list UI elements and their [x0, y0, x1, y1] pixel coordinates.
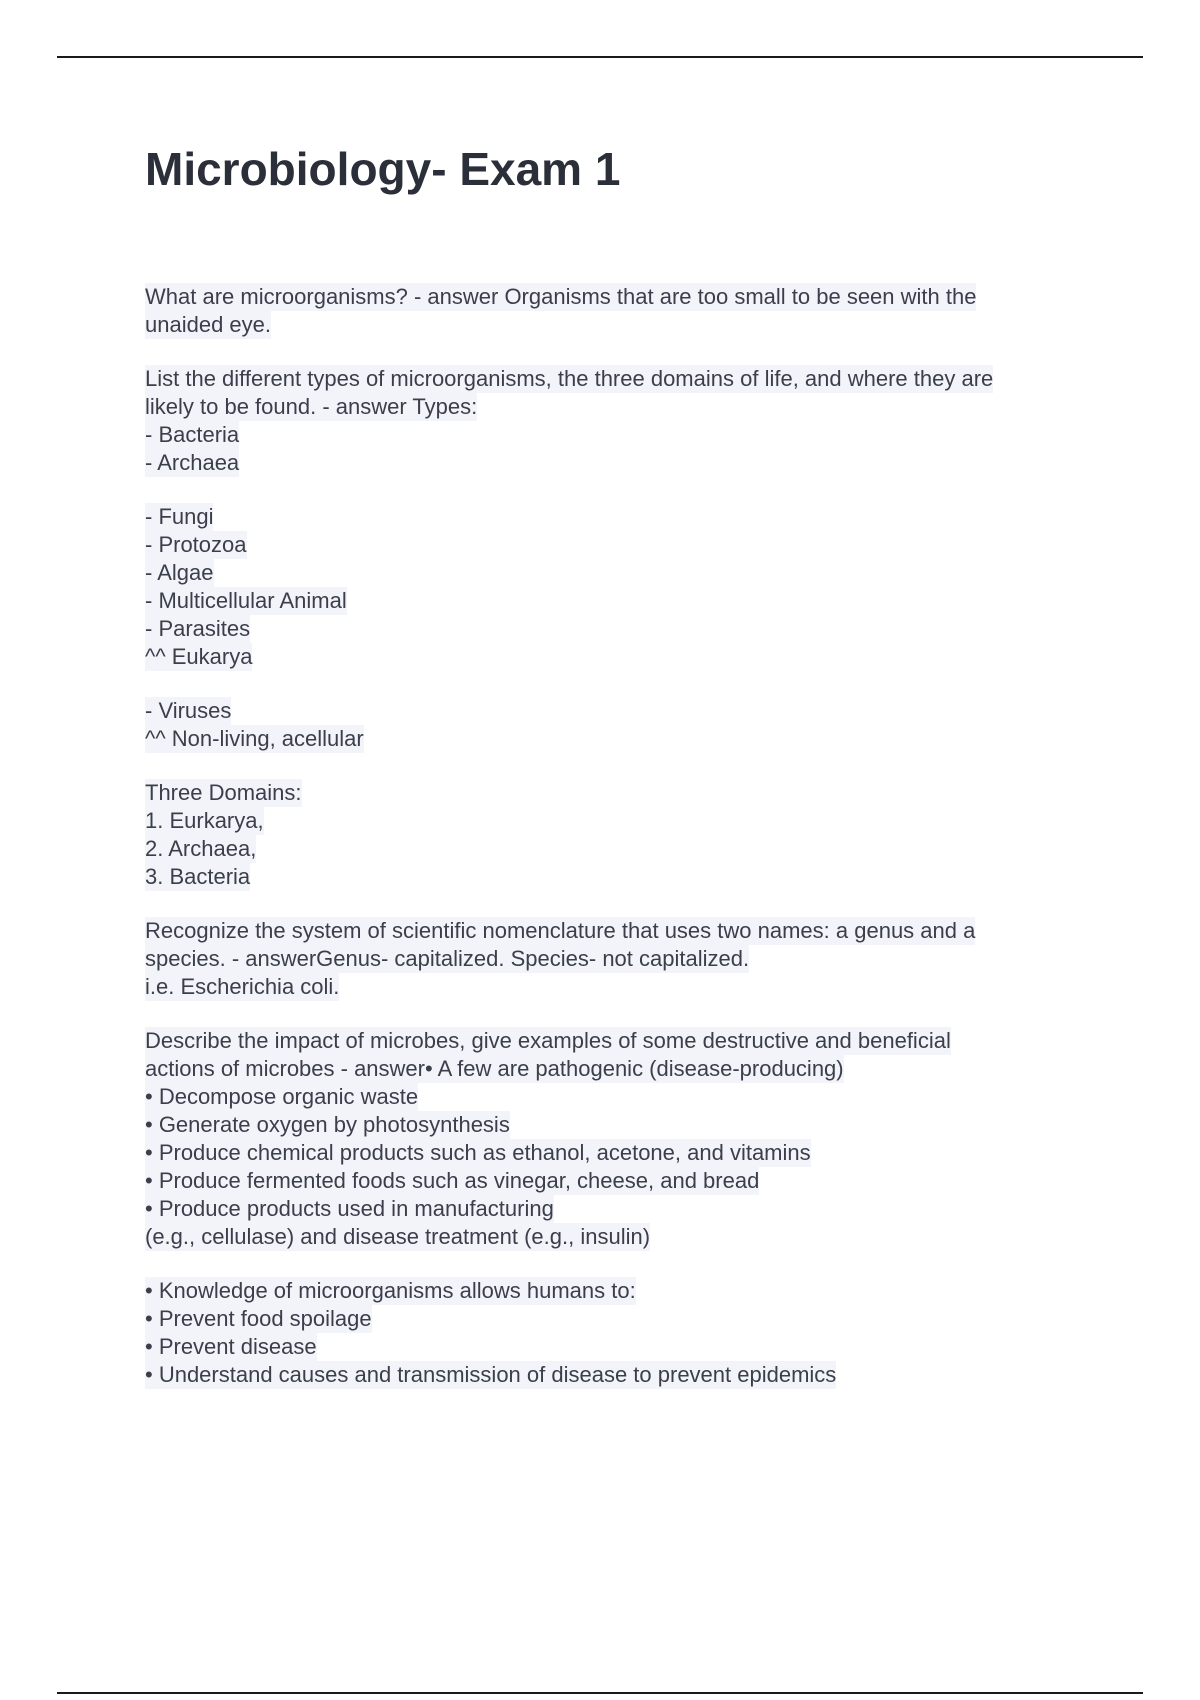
text-line: • Produce chemical products such as ethanol, acetone, and vitamins [145, 1140, 811, 1165]
text-line: • Prevent disease [145, 1334, 317, 1359]
text-line: species. - answerGenus- capitalized. Species- not capitalized. [145, 946, 750, 971]
top-rule [57, 56, 1143, 58]
bottom-rule [57, 1692, 1143, 1694]
text-line: actions of microbes - answer• A few are pathogenic (disease-producing) [145, 1056, 844, 1081]
text-line: i.e. Escherichia coli. [145, 974, 340, 999]
qa-paragraph [145, 283, 1085, 339]
text-line: Three Domains: [145, 780, 302, 805]
text-line: What are microorganisms? - answer Organisms that are too small to be seen with the [145, 284, 977, 309]
text-line: - Parasites [145, 616, 251, 641]
text-line: (e.g., cellulase) and disease treatment (e.g., insulin) [145, 1224, 651, 1249]
text-line: • Decompose organic waste [145, 1084, 419, 1109]
text-line: List the different types of microorganisms, the three domains of life, and where they are [145, 366, 994, 391]
text-line: 3. Bacteria [145, 864, 251, 889]
text-line: - Bacteria [145, 422, 240, 447]
text-line: • Produce products used in manufacturing [145, 1196, 554, 1221]
text-line: - Multicellular Animal [145, 588, 347, 613]
qa-paragraph [145, 365, 1085, 477]
qa-paragraph [145, 1277, 1085, 1389]
qa-paragraph [145, 697, 1085, 753]
document-body [145, 283, 1085, 1415]
text-line: • Knowledge of microorganisms allows humans to: [145, 1278, 636, 1303]
text-line: Describe the impact of microbes, give examples of some destructive and beneficial [145, 1028, 951, 1053]
qa-paragraph [145, 917, 1085, 1001]
text-line: ^^ Eukarya [145, 644, 253, 669]
text-line: - Protozoa [145, 532, 247, 557]
qa-paragraph [145, 503, 1085, 671]
text-line: likely to be found. - answer Types: [145, 394, 478, 419]
text-line: • Generate oxygen by photosynthesis [145, 1112, 510, 1137]
text-line: • Prevent food spoilage [145, 1306, 372, 1331]
text-line: - Fungi [145, 504, 214, 529]
text-line: unaided eye. [145, 312, 271, 337]
text-line: ^^ Non-living, acellular [145, 726, 364, 751]
text-line: Recognize the system of scientific nomenclature that uses two names: a genus and a [145, 918, 976, 943]
qa-paragraph [145, 1027, 1085, 1251]
text-line: - Viruses [145, 698, 232, 723]
qa-paragraph [145, 779, 1085, 891]
text-line: 1. Eurkarya, [145, 808, 264, 833]
text-line: 2. Archaea, [145, 836, 257, 861]
text-line: - Algae [145, 560, 214, 585]
text-line: • Produce fermented foods such as vinegar, cheese, and bread [145, 1168, 760, 1193]
text-line: • Understand causes and transmission of disease to prevent epidemics [145, 1362, 837, 1387]
text-line: - Archaea [145, 450, 240, 475]
page-title: Microbiology- Exam 1 [145, 143, 621, 195]
